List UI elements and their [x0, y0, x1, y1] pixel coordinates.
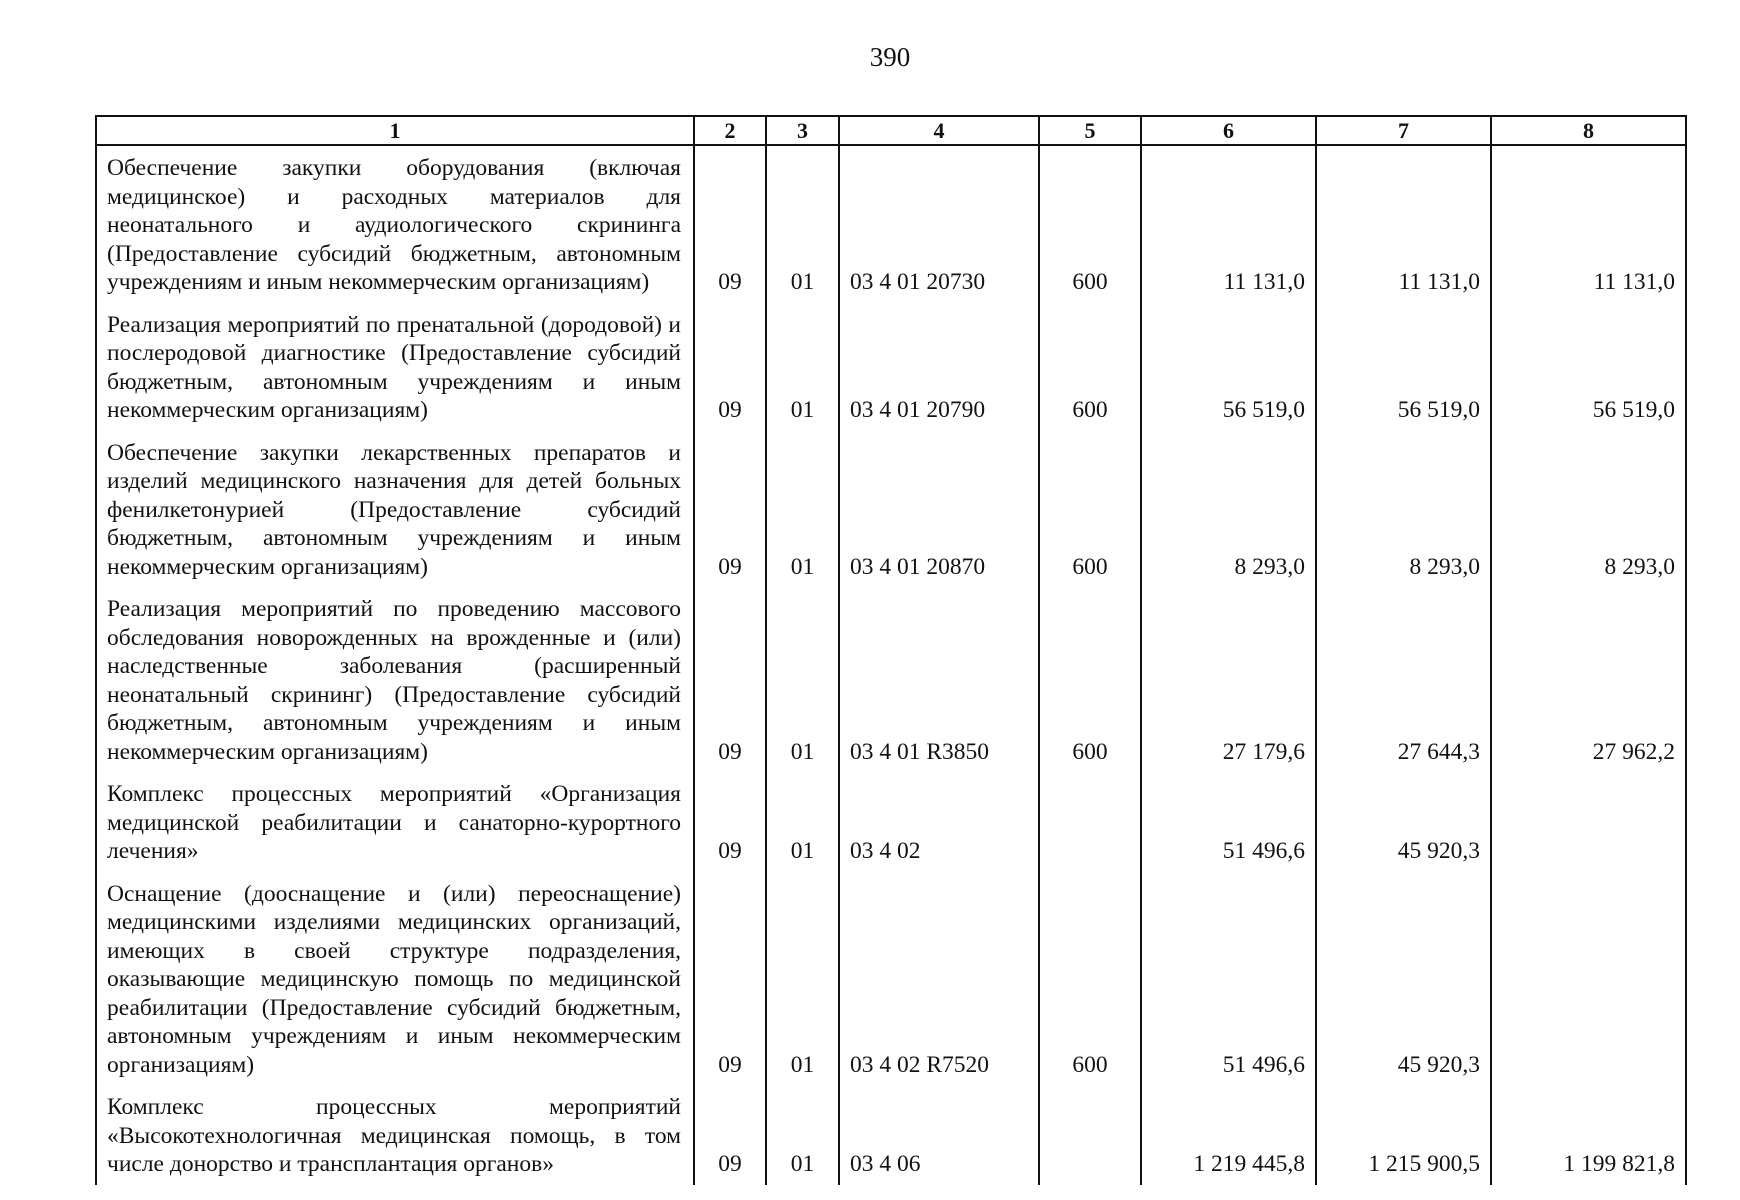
header-col-4: 4 [839, 116, 1039, 145]
row-amount-col7: 11 131,0 [1316, 145, 1491, 303]
budget-table [95, 115, 1687, 1185]
row-amount-col6: 51 496,6 [1141, 872, 1316, 1086]
row-target-code: 03 4 02 [839, 772, 1039, 872]
row-amount-col8 [1491, 772, 1686, 872]
table-row [96, 872, 1686, 1086]
row-section: 09 [694, 772, 766, 872]
row-section: 09 [694, 1085, 766, 1185]
row-expense-type: 600 [1039, 872, 1141, 1086]
row-expense-type [1039, 772, 1141, 872]
row-amount-col6: 27 179,6 [1141, 587, 1316, 772]
row-description: Обеспечение закупки оборудования (включая медицинское) и расходных материалов для неонатального и аудиологического скрининга (Предоставление субсидий бюджетным, автономным учреждениям и иным некоммерческим организациям) [96, 145, 694, 303]
row-target-code: 03 4 02 R7520 [839, 872, 1039, 1086]
row-target-code: 03 4 01 20730 [839, 145, 1039, 303]
row-amount-col8 [1491, 872, 1686, 1086]
header-col-1: 1 [96, 116, 694, 145]
header-row [96, 116, 1686, 145]
row-amount-col8: 1 199 821,8 [1491, 1085, 1686, 1185]
row-subsection: 01 [766, 872, 839, 1086]
row-section: 09 [694, 145, 766, 303]
row-amount-col6: 56 519,0 [1141, 303, 1316, 431]
row-amount-col7: 8 293,0 [1316, 431, 1491, 588]
header-col-5: 5 [1039, 116, 1141, 145]
row-amount-col7: 45 920,3 [1316, 872, 1491, 1086]
row-subsection: 01 [766, 145, 839, 303]
row-subsection: 01 [766, 431, 839, 588]
row-amount-col8: 56 519,0 [1491, 303, 1686, 431]
row-section: 09 [694, 303, 766, 431]
row-expense-type: 600 [1039, 145, 1141, 303]
row-subsection: 01 [766, 1085, 839, 1185]
row-subsection: 01 [766, 303, 839, 431]
table-row [96, 587, 1686, 772]
row-subsection: 01 [766, 772, 839, 872]
header-col-3: 3 [766, 116, 839, 145]
header-col-7: 7 [1316, 116, 1491, 145]
row-description: Комплекс процессных мероприятий «Организация медицинской реабилитации и санаторно-курортного лечения» [96, 772, 694, 872]
row-target-code: 03 4 01 20870 [839, 431, 1039, 588]
row-amount-col8: 27 962,2 [1491, 587, 1686, 772]
row-amount-col7: 45 920,3 [1316, 772, 1491, 872]
page-number: 390 [869, 42, 911, 72]
row-amount-col8: 8 293,0 [1491, 431, 1686, 588]
row-amount-col6: 1 219 445,8 [1141, 1085, 1316, 1185]
header-col-6: 6 [1141, 116, 1316, 145]
table-row [96, 431, 1686, 588]
row-section: 09 [694, 587, 766, 772]
row-description: Реализация мероприятий по проведению массового обследования новорожденных на врожденные и (или) наследственные заболевания (расширенный неонатальный скрининг) (Предоставление субсидий бюджетным, автономным учреждениям и иным некоммерческим организациям) [96, 587, 694, 772]
row-subsection: 01 [766, 587, 839, 772]
row-amount-col7: 1 215 900,5 [1316, 1085, 1491, 1185]
row-description: Комплекс процессных мероприятий «Высокотехнологичная медицинская помощь, в том числе донорство и трансплантация органов» [96, 1085, 694, 1185]
row-target-code: 03 4 01 20790 [839, 303, 1039, 431]
row-amount-col6: 11 131,0 [1141, 145, 1316, 303]
row-amount-col8: 11 131,0 [1491, 145, 1686, 303]
row-expense-type: 600 [1039, 431, 1141, 588]
header-col-2: 2 [694, 116, 766, 145]
row-target-code: 03 4 06 [839, 1085, 1039, 1185]
row-amount-col7: 27 644,3 [1316, 587, 1491, 772]
row-amount-col6: 8 293,0 [1141, 431, 1316, 588]
row-section: 09 [694, 872, 766, 1086]
row-expense-type [1039, 1085, 1141, 1185]
row-section: 09 [694, 431, 766, 588]
row-expense-type: 600 [1039, 587, 1141, 772]
row-description: Реализация мероприятий по пренатальной (дородовой) и послеродовой диагностике (Предоставление субсидий бюджетным, автономным учреждениям и иным некоммерческим организациям) [96, 303, 694, 431]
table-row [96, 303, 1686, 431]
row-amount-col7: 56 519,0 [1316, 303, 1491, 431]
table-row [96, 1085, 1686, 1185]
header-col-8: 8 [1491, 116, 1686, 145]
row-target-code: 03 4 01 R3850 [839, 587, 1039, 772]
row-amount-col6: 51 496,6 [1141, 772, 1316, 872]
row-description: Обеспечение закупки лекарственных препаратов и изделий медицинского назначения для детей больных фенилкетонурией (Предоставление субсидий бюджетным, автономным учреждениям и иным некоммерческим организациям) [96, 431, 694, 588]
row-description: Оснащение (дооснащение и (или) переоснащение) медицинскими изделиями медицинских организаций, имеющих в своей структуре подразделения, оказывающие медицинскую помощь по медицинской реабилитации (Предоставление субсидий бюджетным, автономным учреждениям и иным некоммерческим организациям) [96, 872, 694, 1086]
row-expense-type: 600 [1039, 303, 1141, 431]
table-row [96, 145, 1686, 303]
table-row [96, 772, 1686, 872]
